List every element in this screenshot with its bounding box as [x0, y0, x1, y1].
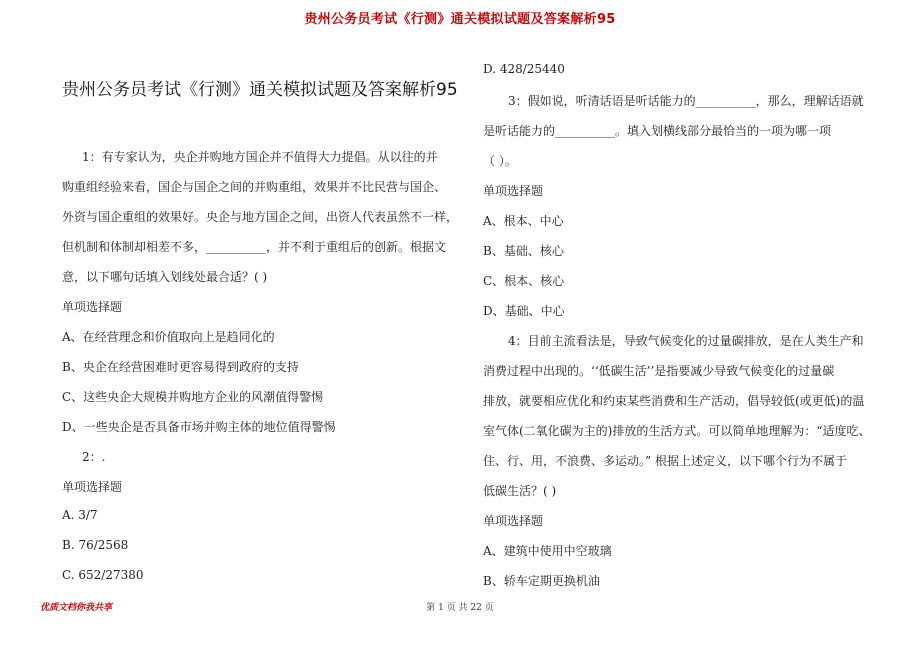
- document-title: 贵州公务员考试《行测》通关模拟试题及答案解析95: [62, 80, 458, 100]
- question-2-type: 单项选择题: [62, 480, 123, 494]
- question-4-type: 单项选择题: [483, 514, 544, 528]
- question-4-line-6: 低碳生活？( ): [483, 484, 557, 498]
- question-1-line-1: 1：有专家认为，央企并购地方国企并不值得大力提倡。从以往的并: [82, 150, 438, 164]
- question-3-option-d: D、基础、中心: [483, 304, 565, 318]
- question-1-option-d: D、一些央企是否具备市场并购主体的地位值得警惕: [62, 420, 336, 434]
- question-4-line-5: 住、行、用，不浪费、多运动。” 根据上述定义，以下哪个行为不属于: [483, 454, 847, 468]
- question-2-option-a: A. 3/7: [62, 508, 98, 522]
- page-number: 第 1 页 共 22 页: [426, 603, 494, 613]
- question-3-type: 单项选择题: [483, 184, 544, 198]
- question-3-option-a: A、根本、中心: [483, 214, 564, 228]
- footer-tagline: 优质文档你我共享: [40, 603, 113, 613]
- question-2-stem: 2：.: [82, 450, 106, 464]
- question-4-option-b: B、轿车定期更换机油: [483, 574, 600, 588]
- question-3-option-c: C、根本、核心: [483, 274, 565, 288]
- question-1-line-2: 购重组经验来看，国企与国企之间的并购重组，效果并不比民营与国企、: [62, 180, 447, 194]
- question-3-line-2: 是听话能力的__________。填入划横线部分最恰当的一项为哪一项: [483, 124, 832, 138]
- page-header-title: 贵州公务员考试《行测》通关模拟试题及答案解析95: [304, 12, 616, 27]
- question-2-option-c: C. 652/27380: [62, 568, 144, 582]
- question-4-line-3: 排放，就要相应优化和约束某些消费和生产活动，倡导较低(或更低)的温: [483, 394, 865, 408]
- question-3-option-b: B、基础、核心: [483, 244, 564, 258]
- question-4-line-2: 消费过程中出现的。‘‘低碳生活’’是指要减少导致气候变化的过量碳: [483, 364, 835, 378]
- question-4-line-4: 室气体(二氧化碳为主的)排放的生活方式。可以简单地理解为：“适度吃、: [483, 424, 871, 438]
- question-1-option-c: C、这些央企大规模并购地方企业的风潮值得警惕: [62, 390, 324, 404]
- question-1-line-4: 但机制和体制却相差不多，__________，并不利于重组后的创新。根据文: [62, 240, 447, 254]
- question-1-line-5: 意，以下哪句话填入划线处最合适？( ): [62, 270, 268, 284]
- question-3-line-1: 3：假如说，听清话语是听话能力的__________，那么，理解话语就: [508, 94, 864, 108]
- question-3-line-3: （ ）。: [483, 154, 517, 168]
- question-1-type: 单项选择题: [62, 300, 123, 314]
- question-2-option-d: D. 428/25440: [483, 62, 565, 76]
- question-1-option-b: B、央企在经营困难时更容易得到政府的支持: [62, 360, 299, 374]
- question-1-option-a: A、在经营理念和价值取向上是趋同化的: [62, 330, 275, 344]
- question-1-line-3: 外资与国企重组的效果好。央企与地方国企之间，出资人代表虽然不一样，: [62, 210, 459, 224]
- question-2-option-b: B. 76/2568: [62, 538, 129, 552]
- question-4-line-1: 4：目前主流看法是，导致气候变化的过量碳排放，是在人类生产和: [508, 334, 864, 348]
- question-4-option-a: A、建筑中使用中空玻璃: [483, 544, 612, 558]
